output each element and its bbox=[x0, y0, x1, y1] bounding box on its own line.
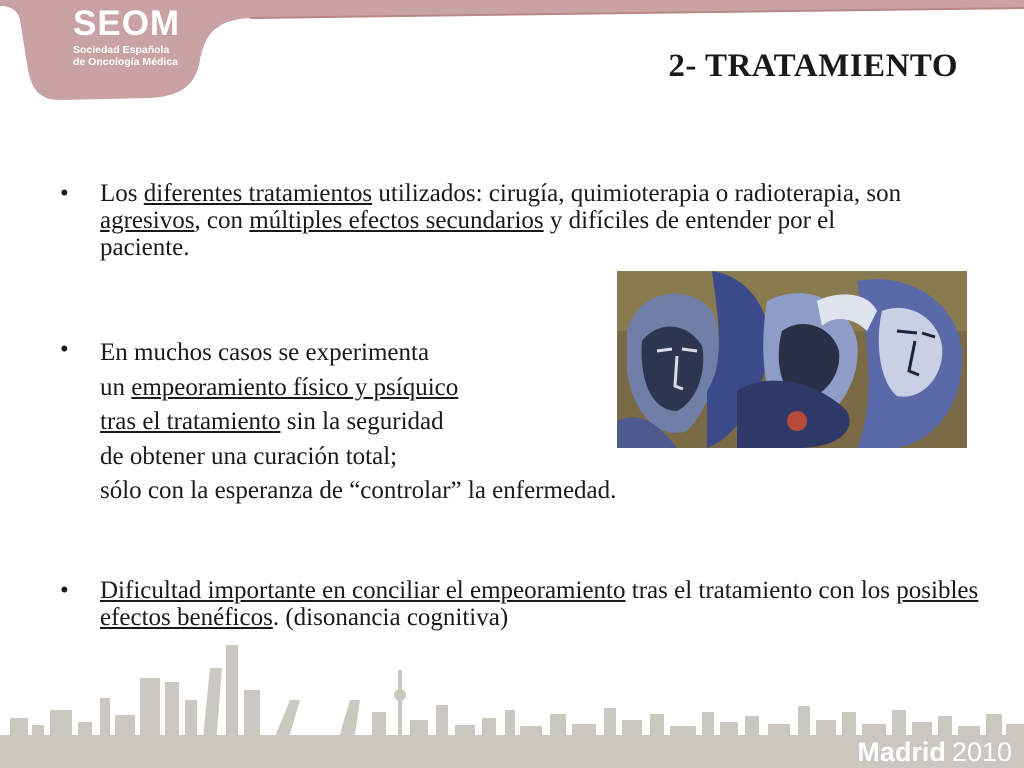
underlined-phrase: empeoramiento físico y psíquico bbox=[131, 373, 459, 401]
logo-subtitle-2: de Oncología Médica bbox=[73, 56, 179, 68]
slide-title: 2- TRATAMIENTO bbox=[668, 48, 958, 84]
bullet-dot: • bbox=[60, 336, 69, 363]
underlined-phrase: Dificultad importante en conciliar el empeoramiento bbox=[100, 577, 626, 604]
bullet-dot: • bbox=[60, 180, 69, 207]
footer-brand bbox=[857, 737, 1012, 768]
seom-logo bbox=[73, 4, 180, 68]
underlined-phrase: tras el tratamiento bbox=[100, 408, 281, 435]
logo-title: SEOM bbox=[73, 4, 181, 43]
bullet-text: En muchos casos se experimenta un empeoramiento físico y psíquico tras el tratamiento sin la seguridad de obtener una curación total; sólo con la esperanza de “controlar” la enfermedad. bbox=[100, 339, 617, 504]
underlined-phrase: diferentes tratamientos bbox=[143, 180, 373, 207]
bullet-text: Los diferentes tratamientos utilizados: cirugía, quimioterapia o radioterapia, son agresivos, con múltiples efectos secundarios y difíciles de entender por el paciente. bbox=[100, 180, 902, 261]
underlined-phrase: agresivos bbox=[100, 207, 195, 234]
underlined-phrase: múltiples efectos secundarios bbox=[249, 207, 544, 234]
bullet-text: Dificultad importante en conciliar el empeoramiento tras el tratamiento con los posibles efectos benéficos. (disonancia cognitiva) bbox=[100, 577, 979, 631]
footer-year: 2010 bbox=[951, 737, 1012, 767]
bullet-dot: • bbox=[60, 577, 69, 604]
footer-city: Madrid bbox=[857, 737, 946, 767]
underlined-phrase: posibles efectos benéficos bbox=[100, 577, 979, 631]
logo-subtitle-1: Sociedad Española bbox=[73, 44, 170, 56]
